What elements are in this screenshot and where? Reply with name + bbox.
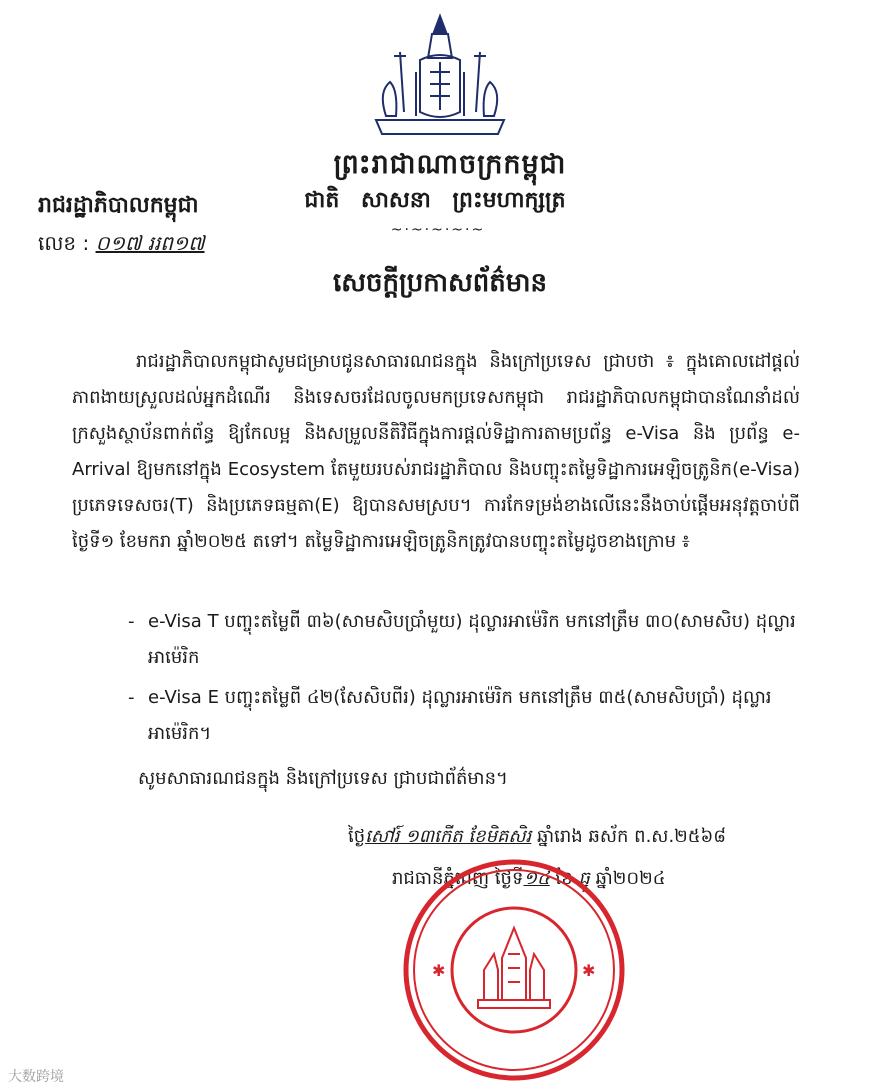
motto-ornament: ~·~·~·~·~ [390,222,486,238]
list-item-text: e-Visa T បញ្ចុះតម្លៃពី ៣៦(សាមសិបប្រាំមួយ) ដុល្លារអាម៉េរិក មកនៅត្រឹម ៣០(សាមសិប) ដុល្លារអាម៉េរិក [148,611,796,668]
royal-coat-of-arms-emblem [360,12,520,142]
svg-text:✱: ✱ [432,961,446,980]
dash-bullet: - [128,611,135,632]
issuing-authority: រាជរដ្ឋាភិបាលកម្ពុជា [38,193,199,218]
lunar-date-prefix: ថ្ងៃ [348,826,366,847]
dash-bullet: - [128,687,135,708]
solar-month-label: ខែ [555,868,573,889]
solar-date-prefix: រាជធានីភ្នំពេញ ថ្ងៃទី [392,868,524,889]
list-item-text: e-Visa E បញ្ចុះតម្លៃពី ៤២(សែសិបពីរ) ដុល្លារអាម៉េរិក មកនៅត្រឹម ៣៥(សាមសិបប្រាំ) ដុល្លារអាម៉េរិក។ [148,687,772,744]
reference-label: លេខ : [38,231,90,255]
kingdom-heading: ព្រះរាជាណាចក្រកម្ពុជា [333,149,567,180]
national-motto: ជាតិ សាសនា ព្រះមហាក្សត្រ [304,188,566,213]
official-red-seal [402,858,626,1082]
body-paragraph: រាជរដ្ឋាភិបាលកម្ពុជាសូមជម្រាបជូនសាធារណជនក្នុង និងក្រៅប្រទេស ជ្រាបថា ៖ ក្នុងគោលដៅផ្តល់ភាពងាយស្រួលដល់អ្នកដំណើរ និងទេសចរដែលចូលមកប្រទេសកម្ពុជា រាជរដ្ឋាភិបាលកម្ពុជាបានណែនាំដល់ក្រសួងស្ថាប័នពាក់ព័ន្ធ ឱ្យកែលម្អ និងសម្រួលនីតិវិធីក្នុងការផ្តល់ទិដ្ឋាការតាមប្រព័ន្ធ e-Visa និង ប្រព័ន្ធ e-Arrival ឱ្យមកនៅក្នុង Ecosystem តែមួយរបស់រាជរដ្ឋាភិបាល និងបញ្ចុះតម្លៃទិដ្ឋាការអេឡិចត្រូនិក(e-Visa) ប្រភេទទេសចរ(T) និងប្រភេទធម្មតា(E) ឱ្យបានសមស្រប។ ការកែទម្រង់ខាងលើនេះនឹងចាប់ផ្តើមអនុវត្តចាប់ពីថ្ងៃទី១ ខែមករា ឆ្នាំ២០២៥ តទៅ។ តម្លៃទិដ្ឋាការអេឡិចត្រូនិកត្រូវបានបញ្ចុះតម្លៃដូចខាងក្រោម ៖ [72,351,800,552]
price-list [128,604,808,756]
closing-line: សូមសាធារណជនក្នុង និងក្រៅប្រទេស ជ្រាបជាព័ត៌មាន។ [138,768,508,789]
source-watermark: 大数跨境 [8,1069,64,1085]
svg-text:✱: ✱ [582,961,596,980]
reference-number [38,230,205,260]
lunar-date-line [348,824,726,851]
reference-value: ០១៧ ររព១៧ [95,231,205,255]
lunar-date-suffix: ឆ្នាំរោង ឆស័ក ព.ស.២៥៦៨ [537,826,727,847]
list-item [128,604,808,676]
lunar-date-handwritten: សៅរ៍ ១៣កើត ខែមិគសិរ [365,826,532,847]
document-title: សេចក្តីប្រកាសព័ត៌មាន [332,268,548,298]
solar-date-day: ១៤ [523,868,550,889]
solar-date-year: ឆ្នាំ២០២៤ [595,868,666,889]
solar-date-month: ធ្នូ [578,868,590,889]
list-item [128,680,808,752]
